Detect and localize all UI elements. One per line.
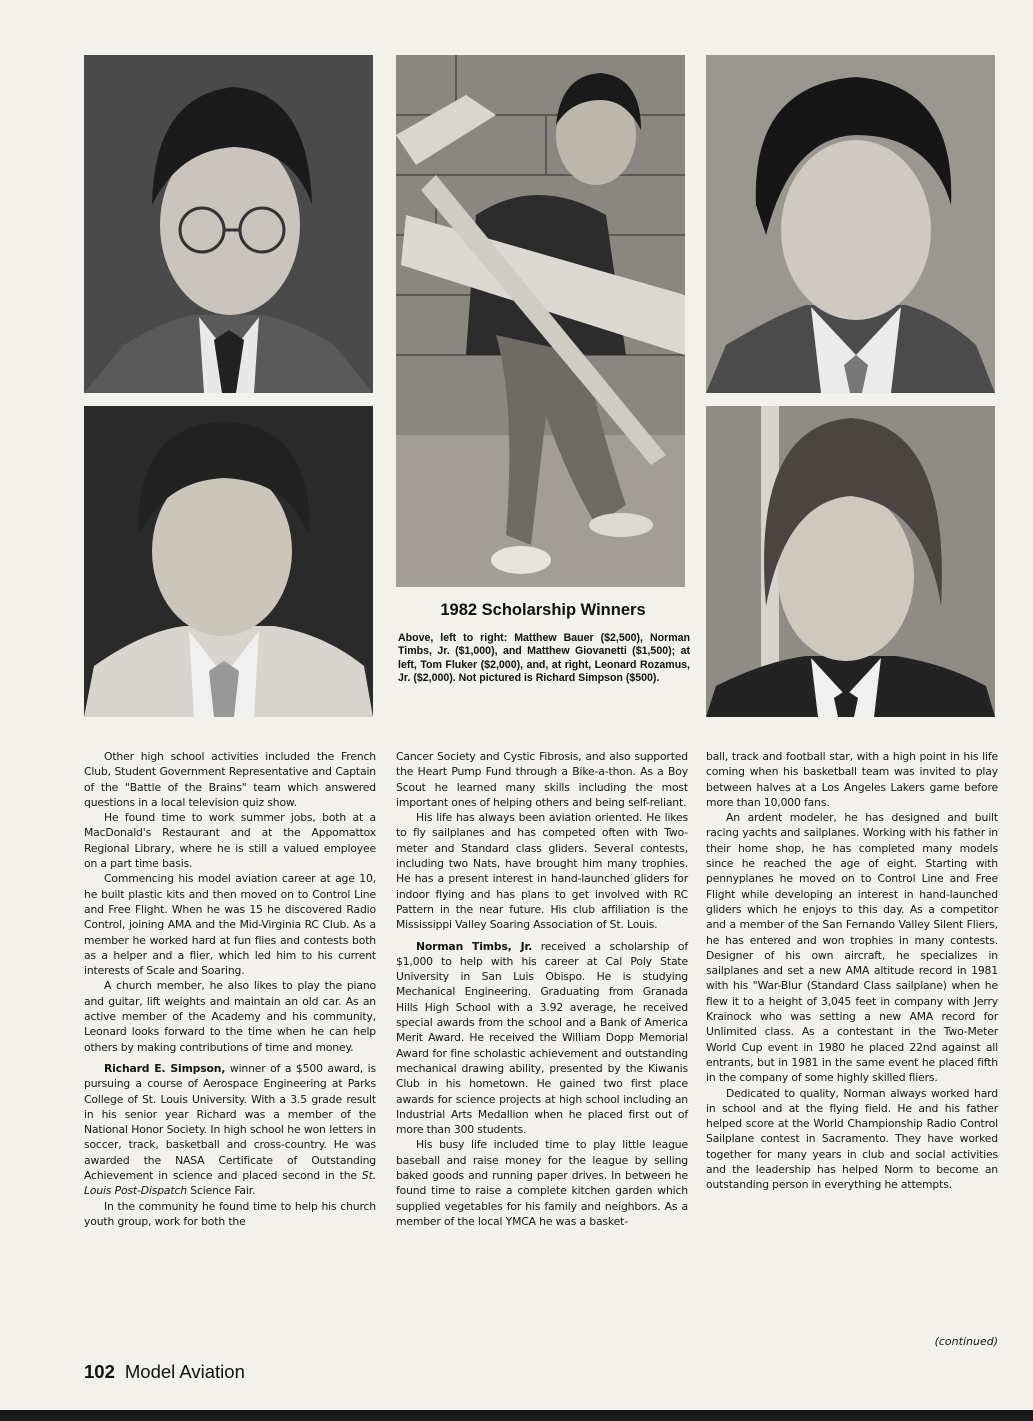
paragraph: An ardent modeler, he has designed and built racing yachts and sailplanes. Working with his father in their home shop, he has completed many models since he reached the age of eight. Starting with pennyplanes he moved on to Control Line and Free Flight while developing an interest in hand-launched gliders which he enjoys to this day. As a competitor and a member of the San Fernando Valley Silent Fliers, he has entered and won trophies in many contests. Designer of his own aircraft, he specializes in sailplanes and set a new AMA altitude record in 1981 with his "War-Blur (Standard Class sailplane) when he flew it to a height of 3,045 feet in company with Jerry Krainock who was setting a new AMA record for Unlimited class. As a contestant in the Two-Meter World Cup event in 1980 he placed 22nd against all entrants, but in 1981 in the same event he placed fifth in the company of some highly skilled fliers. xyxy=(706,811,998,1085)
headline: 1982 Scholarship Winners xyxy=(440,601,646,619)
winner-name: Norman Timbs, Jr. xyxy=(416,939,533,953)
winner-name: Richard E. Simpson, xyxy=(104,1061,226,1075)
paragraph: His life has always been aviation oriented. He likes to fly sailplanes and has competed often with Two-meter and Standard class gliders. Several contests, including two Nats, have brought him many trophies. He has a present interest in hand-launched gliders for indoor flying and has plans to get involved with RC Pattern in the near future. His club affiliation is the Mississippi Valley Soaring Association of St. Louis. xyxy=(396,811,688,932)
article-column-2 xyxy=(396,749,688,1229)
article-column-1 xyxy=(84,749,376,1229)
photo-bauer xyxy=(84,55,373,393)
article-column-3 xyxy=(706,749,998,1193)
photo-timbs xyxy=(396,55,685,587)
paragraph: Dedicated to quality, Norman always worked hard in school and at the flying field. He and his father helped score at the World Championship Radio Control Sailplane contest in Sacramento. They have worked together for many years in club and social activities and the leadership has helped Norm to become an outstanding person in everything he attempts. xyxy=(706,1086,998,1192)
photo-giovanetti xyxy=(706,55,995,393)
paragraph: He found time to work summer jobs, both at a MacDonald's Restaurant and at the Appomattox Regional Library, where he is still a valued employee on a part time basis. xyxy=(84,811,376,871)
paragraph: A church member, he also likes to play the piano and guitar, lift weights and maintain an old car. As an active member of the Academy and his community, Leonard looks forward to the time when he can help others by making contributions of time and money. xyxy=(84,979,376,1054)
paragraph: Cancer Society and Cystic Fibrosis, and also supported the Heart Pump Fund through a Bike-a-thon. As a Boy Scout he learned many skills including the most important ones of helping others and being self-reliant. xyxy=(396,750,688,809)
paragraph: Norman Timbs, Jr. received a scholarship of $1,000 to help with his career at Cal Poly State University in San Luis Obispo. He is studying Mechanical Engineering. Graduating from Granada Hills High School with a 3.92 average, he received special awards from the school and a Bank of America Merit Award. He received the William Dopp Memorial Award for fine scholastic achievement and outstanding mechanical drawing ability, presented by the Kiwanis Club in his hometown. He gained two first place awards for science projects at high school including an Industrial Arts Medallion when he placed first out of more than 300 students. xyxy=(396,939,689,1137)
paragraph: Other high school activities included the French Club, Student Government Representative and Captain of the "Battle of the Brains" team which answered questions in a local television quiz show. xyxy=(84,750,376,809)
continued-label: (continued) xyxy=(934,1335,998,1348)
paragraph: Richard E. Simpson, winner of a $500 award, is pursuing a course of Aerospace Engineering at Parks College of St. Louis University. With a 3.5 grade result in his senior year Richard was a member of the National Honor Society. In high school he won letters in soccer, track, basketball and cross-country. He was awarded the NASA Certificate of Outstanding Achievement in science and placed second in the St. Louis Post-Dispatch Science Fair. xyxy=(84,1061,376,1198)
photo-fluker xyxy=(84,406,373,717)
paragraph: Commencing his model aviation career at age 10, he built plastic kits and then moved on to Control Line and Free Flight. When he was 15 he discovered Radio Control, joining AMA and the Mid-Virginia RC Club. As a member he worked hard at fun flies and contests both as a helper and a flier, which led him to his current interests of Scale and Soaring. xyxy=(84,872,376,978)
photo-caption: Above, left to right: Matthew Bauer ($2,500), Norman Timbs, Jr. ($1,000), and Matthew Giovanetti ($1,500); at left, Tom Fluker ($2,000), and, at right, Leonard Rozamus, Jr. ($2,000). Not pictured is Richard Simpson ($500). xyxy=(398,632,690,685)
page-footer xyxy=(84,1361,245,1383)
paragraph: ball, track and football star, with a high point in his life coming when his basketball team was invited to play between halves at a Los Angeles Lakers game before more than 10,000 fans. xyxy=(706,750,998,809)
paragraph: His busy life included time to play little league baseball and raise money for the league by selling baked goods and running paper drives. In between he found time to raise a complete kitchen garden which supplied vegetables for his family and neighbors. As a member of the local YMCA he was a basket- xyxy=(396,1138,688,1228)
paragraph: In the community he found time to help his church youth group, work for both the xyxy=(84,1199,376,1228)
publication-title: St. Louis Post-Dispatch xyxy=(84,1169,376,1198)
page-number: 102 xyxy=(84,1361,115,1382)
photo-rozamus xyxy=(706,406,995,717)
magazine-title: Model Aviation xyxy=(124,1361,245,1382)
